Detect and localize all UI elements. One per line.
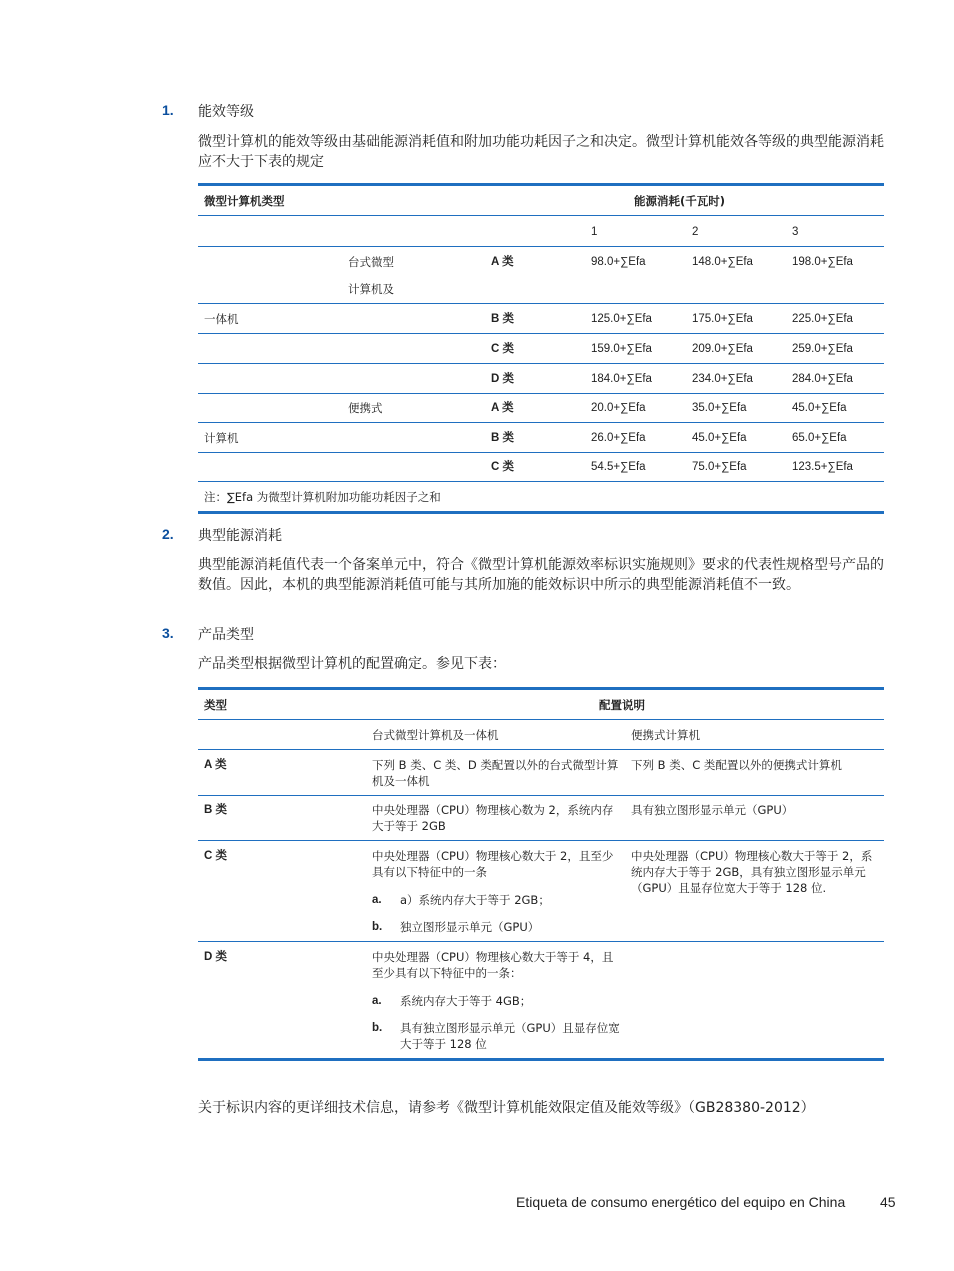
list-marker: b. (372, 1022, 383, 1034)
value-cell: 45.0+∑Efa (692, 432, 747, 444)
value-cell: 198.0+∑Efa (792, 256, 853, 268)
section-1-number: 1. (162, 102, 174, 118)
list-item: 独立图形显示单元（GPU） (400, 920, 540, 934)
value-cell: 125.0+∑Efa (591, 313, 652, 325)
divider (198, 333, 884, 334)
type-label: B 类 (204, 804, 227, 816)
table-header-type: 类型 (204, 698, 227, 712)
section-1-title: 能效等级 (198, 104, 254, 120)
divider (198, 749, 884, 750)
table-top-rule (198, 687, 884, 690)
list-marker: b. (372, 921, 383, 933)
closing-reference: 关于标识内容的更详细技术信息，请参考《微型计算机能效限定值及能效等级》（GB28380-2012） (198, 1100, 815, 1116)
list-item: 系统内存大于等于 4GB； (400, 994, 532, 1008)
divider (198, 452, 884, 453)
class-label: B 类 (491, 313, 514, 325)
divider (198, 719, 884, 720)
value-cell: 159.0+∑Efa (591, 343, 652, 355)
list-marker: a. (372, 894, 382, 906)
value-cell: 148.0+∑Efa (692, 256, 753, 268)
list-item: a）系统内存大于等于 2GB； (400, 893, 550, 907)
level-2: 2 (692, 226, 699, 238)
desktop-config: 下列 B 类、C 类、D 类配置以外的台式微型计算机及一体机 (372, 758, 619, 788)
category-label: 计算机及 (348, 282, 394, 296)
list-marker: a. (372, 995, 382, 1007)
desktop-config: 中央处理器（CPU）物理核心数大于 2，且至少具有以下特征中的一条 (372, 849, 614, 879)
divider (198, 393, 884, 394)
level-1: 1 (591, 226, 598, 238)
section-2-body: 典型能源消耗值代表一个备案单元中，符合《微型计算机能源效率标识实施规则》要求的代表性规格型号产品的数值。因此，本机的典型能源消耗值可能与其所加施的能效标识中所示的典型能源消耗值不一致。 (198, 557, 884, 593)
footer-title: Etiqueta de consumo energético del equipo en China (516, 1194, 846, 1210)
value-cell: 35.0+∑Efa (692, 402, 747, 414)
value-cell: 209.0+∑Efa (692, 343, 753, 355)
divider (198, 363, 884, 364)
desktop-config: 中央处理器（CPU）物理核心数大于等于 4，且至少具有以下特征中的一条： (372, 950, 614, 980)
value-cell: 123.5+∑Efa (792, 461, 853, 473)
class-label: C 类 (491, 343, 514, 355)
divider (198, 246, 884, 247)
class-label: C 类 (491, 461, 514, 473)
table-top-rule (198, 183, 884, 186)
category-label: 便携式 (348, 401, 383, 415)
value-cell: 234.0+∑Efa (692, 373, 753, 385)
type-label: C 类 (204, 850, 227, 862)
section-2-title: 典型能源消耗 (198, 528, 282, 544)
table-header-config: 配置说明 (599, 698, 645, 712)
group-label: 计算机 (204, 431, 239, 445)
divider (198, 481, 884, 482)
value-cell: 225.0+∑Efa (792, 313, 853, 325)
type-label: A 类 (204, 759, 227, 771)
class-label: A 类 (491, 256, 514, 268)
table-bottom-rule (198, 1058, 884, 1061)
section-2-number: 2. (162, 526, 174, 542)
sub-header-desktop: 台式微型计算机及一体机 (372, 728, 499, 742)
list-item: 具有独立图形显示单元（GPU）且显存位宽大于等于 128 位 (400, 1021, 620, 1051)
divider (198, 795, 884, 796)
class-label: D 类 (491, 373, 514, 385)
portable-config: 下列 B 类、C 类配置以外的便携式计算机 (631, 758, 842, 772)
portable-config: 中央处理器（CPU）物理核心数大于等于 2，系统内存大于等于 2GB，具有独立图形显示单元（GPU）且显存位宽大于等于 128 位. (631, 849, 873, 895)
value-cell: 175.0+∑Efa (692, 313, 753, 325)
section-3-body: 产品类型根据微型计算机的配置确定。参见下表： (198, 656, 506, 672)
value-cell: 65.0+∑Efa (792, 432, 847, 444)
table-bottom-rule (198, 511, 884, 514)
level-3: 3 (792, 226, 799, 238)
value-cell: 259.0+∑Efa (792, 343, 853, 355)
type-label: D 类 (204, 951, 227, 963)
section-1-body: 微型计算机的能效等级由基础能源消耗值和附加功能功耗因子之和决定。微型计算机能效各等级的典型能源消耗应不大于下表的规定 (198, 134, 884, 170)
sub-header-portable: 便携式计算机 (631, 728, 700, 742)
value-cell: 45.0+∑Efa (792, 402, 847, 414)
value-cell: 284.0+∑Efa (792, 373, 853, 385)
category-label: 台式微型 (348, 255, 394, 269)
group-label: 一体机 (204, 312, 239, 326)
divider (198, 215, 884, 216)
value-cell: 98.0+∑Efa (591, 256, 646, 268)
value-cell: 26.0+∑Efa (591, 432, 646, 444)
value-cell: 20.0+∑Efa (591, 402, 646, 414)
page-number: 45 (880, 1194, 896, 1210)
class-label: A 类 (491, 402, 514, 414)
value-cell: 75.0+∑Efa (692, 461, 747, 473)
class-label: B 类 (491, 432, 514, 444)
value-cell: 184.0+∑Efa (591, 373, 652, 385)
divider (198, 941, 884, 942)
value-cell: 54.5+∑Efa (591, 461, 646, 473)
divider (198, 303, 884, 304)
desktop-config: 中央处理器（CPU）物理核心数为 2，系统内存大于等于 2GB (372, 803, 614, 833)
table-note: 注：∑Efa 为微型计算机附加功能功耗因子之和 (204, 490, 441, 504)
portable-config: 具有独立图形显示单元（GPU） (631, 803, 794, 817)
section-3-number: 3. (162, 625, 174, 641)
table-header-type: 微型计算机类型 (204, 194, 285, 208)
section-3-title: 产品类型 (198, 627, 254, 643)
divider (198, 422, 884, 423)
divider (198, 840, 884, 841)
table-header-energy: 能源消耗(千瓦时) (634, 194, 726, 208)
